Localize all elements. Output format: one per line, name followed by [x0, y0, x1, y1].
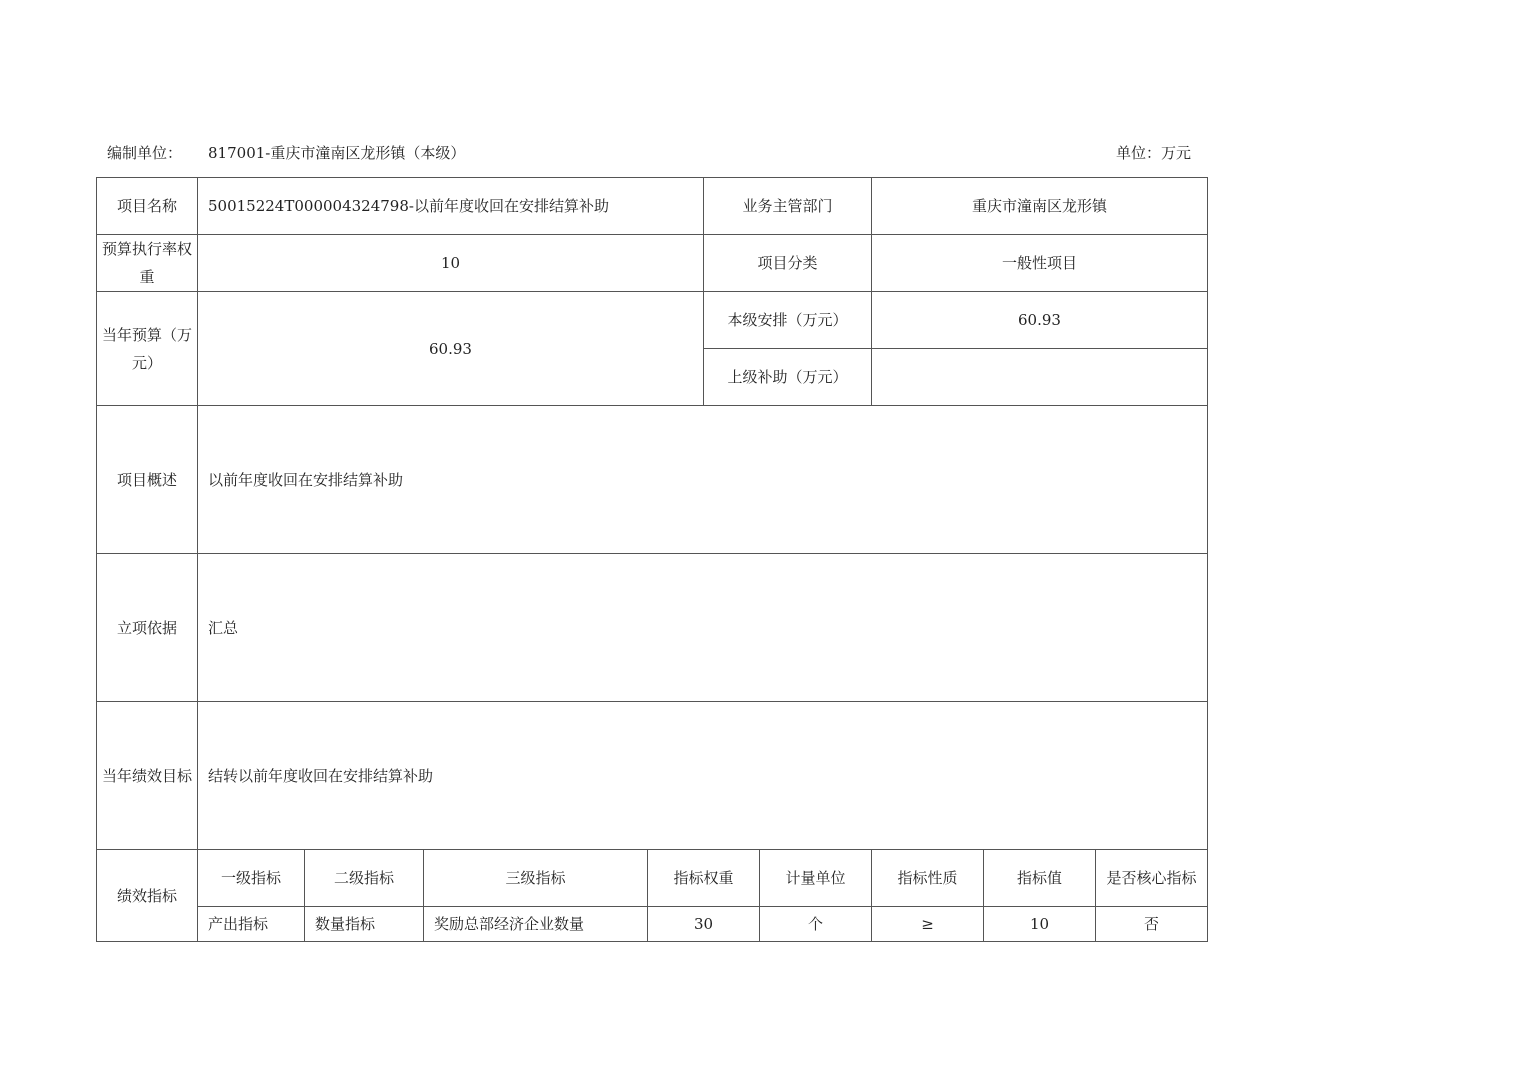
project-table — [96, 177, 1208, 942]
goal-label: 当年绩效目标 — [97, 702, 198, 850]
goal-value: 结转以前年度收回在安排结算补助 — [198, 702, 1208, 850]
category-label: 项目分类 — [704, 235, 872, 292]
overview-label: 项目概述 — [97, 406, 198, 554]
indicator-cell: 产出指标 — [198, 907, 305, 942]
indicator-cell: ≥ — [872, 907, 984, 942]
indicator-cell: 否 — [1096, 907, 1208, 942]
indicators-label: 绩效指标 — [97, 850, 198, 942]
org-info — [107, 143, 465, 163]
local-label: 本级安排（万元） — [704, 292, 872, 349]
overview-value: 以前年度收回在安排结算补助 — [198, 406, 1208, 554]
indicator-header: 指标权重 — [648, 850, 760, 907]
weight-value: 10 — [198, 235, 704, 292]
superior-value — [872, 349, 1208, 406]
basis-value: 汇总 — [198, 554, 1208, 702]
indicator-header: 是否核心指标 — [1096, 850, 1208, 907]
indicator-header: 二级指标 — [305, 850, 424, 907]
indicator-cell: 奖励总部经济企业数量 — [424, 907, 648, 942]
org-label: 编制单位： — [107, 144, 183, 162]
weight-label: 预算执行率权重 — [97, 235, 198, 292]
indicator-cell: 个 — [760, 907, 872, 942]
project-name-value: 50015224T000004324798-以前年度收回在安排结算补助 — [198, 178, 704, 235]
indicator-header: 一级指标 — [198, 850, 305, 907]
indicator-header: 指标性质 — [872, 850, 984, 907]
superior-label: 上级补助（万元） — [704, 349, 872, 406]
project-name-label: 项目名称 — [97, 178, 198, 235]
category-value: 一般性项目 — [872, 235, 1208, 292]
org-value: 817001-重庆市潼南区龙形镇（本级） — [208, 144, 466, 162]
indicator-header: 指标值 — [984, 850, 1096, 907]
budget-label: 当年预算（万元） — [97, 292, 198, 406]
unit-label: 单位：万元 — [1116, 144, 1192, 162]
basis-label: 立项依据 — [97, 554, 198, 702]
budget-value: 60.93 — [198, 292, 704, 406]
indicator-cell: 数量指标 — [305, 907, 424, 942]
dept-value: 重庆市潼南区龙形镇 — [872, 178, 1208, 235]
dept-label: 业务主管部门 — [704, 178, 872, 235]
indicator-header: 三级指标 — [424, 850, 648, 907]
table-row — [97, 907, 1208, 942]
indicator-header: 计量单位 — [760, 850, 872, 907]
indicator-cell: 10 — [984, 907, 1096, 942]
indicator-cell: 30 — [648, 907, 760, 942]
local-value: 60.93 — [872, 292, 1208, 349]
